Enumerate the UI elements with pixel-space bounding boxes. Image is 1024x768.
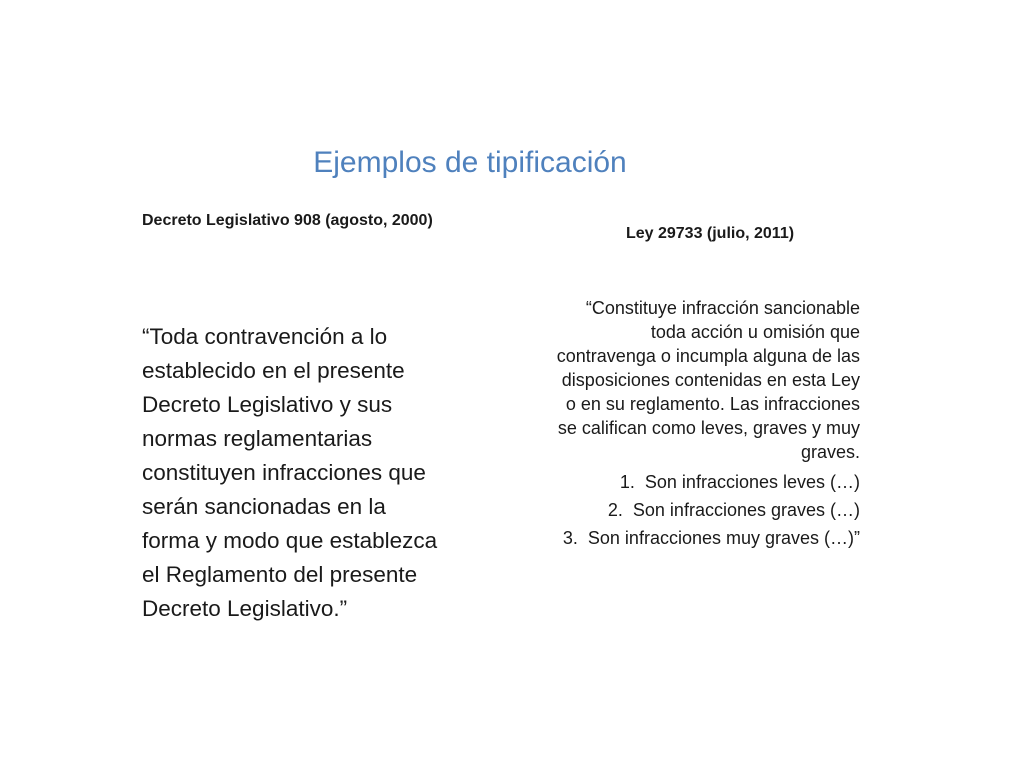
list-item-text: Son infracciones leves (…) (644, 472, 860, 492)
list-item-text: Son infracciones graves (…) (632, 500, 860, 520)
infraction-list (555, 470, 860, 550)
list-item-number: 3. (562, 528, 578, 548)
list-item-number: 1. (619, 472, 635, 492)
left-column-heading: Decreto Legislativo 908 (agosto, 2000) (142, 212, 433, 229)
right-column-heading: Ley 29733 (julio, 2011) (625, 225, 795, 242)
list-item (555, 526, 860, 550)
left-quote-text: “Toda contravención a lo establecido en el presente Decreto Legislativo y sus normas reglamentarias constituyen infracciones que serán sancionadas en la forma y modo que establezca el Reglamento del presente Decreto Legislativo.” (142, 324, 438, 621)
list-item (555, 498, 860, 522)
right-quote-block (555, 296, 860, 554)
list-item-text: Son infracciones muy graves (…)” (587, 528, 860, 548)
slide-title: Ejemplos de tipificación (313, 146, 627, 179)
right-quote-text: “Constituye infracción sancionable toda acción u omisión que contravenga o incumpla alguna de las disposiciones contenidas en esta Ley o en su reglamento. Las infracciones se califican como leves, graves y muy graves. (556, 298, 860, 462)
list-item (555, 470, 860, 494)
list-item-number: 2. (607, 500, 623, 520)
